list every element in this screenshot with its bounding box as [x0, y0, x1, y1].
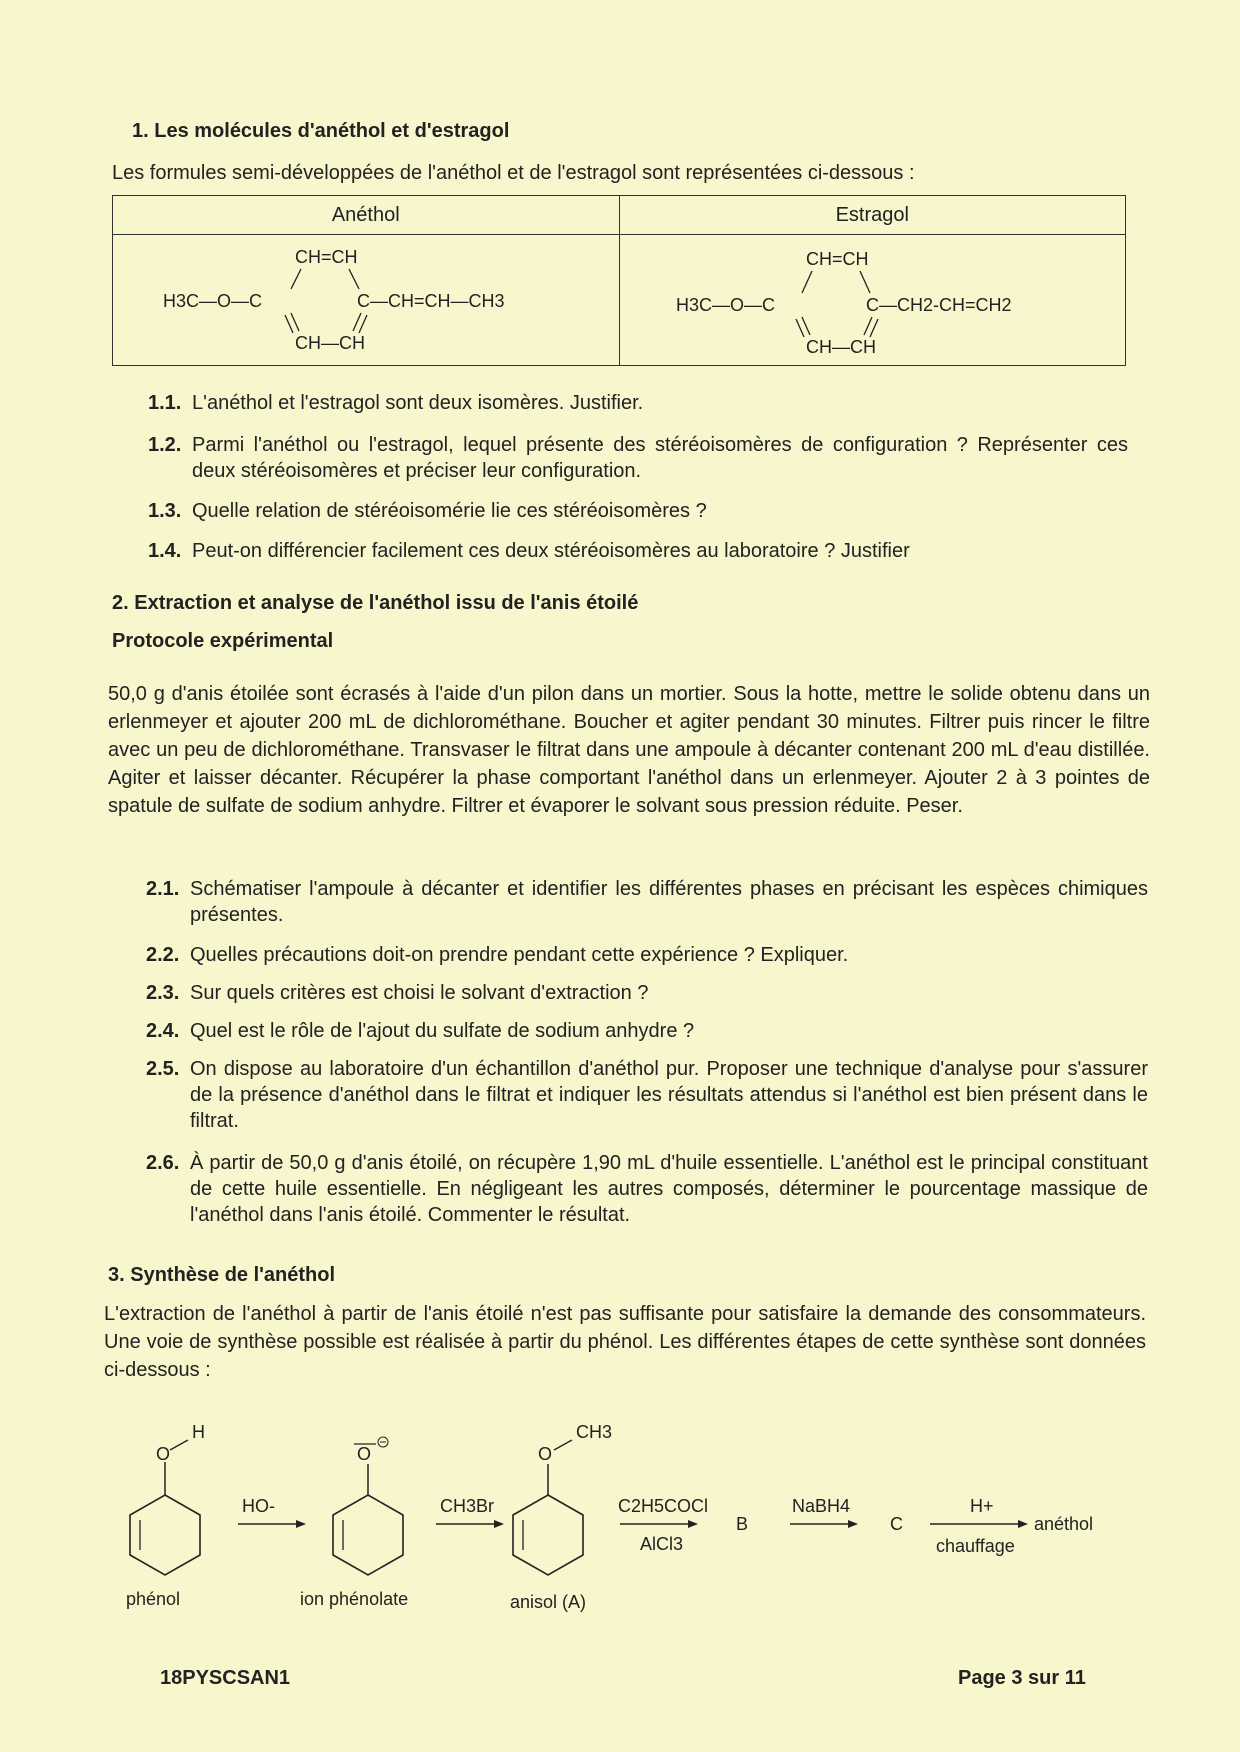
footer-code: 18PYSCSAN1	[160, 1667, 291, 1689]
svg-text:O: O	[357, 1444, 372, 1464]
phenolate-label: ion phénolate	[300, 1589, 409, 1609]
protocol-text: 50,0 g d'anis étoilée sont écrasés à l'aide d'un pilon dans un mortier. Sous la hotte, mettre le solide obtenu dans un erlenmeyer et ajouter 200 mL de dichlorométhane. Boucher et agiter pendant 30 minutes. Filtrer puis rincer le filtre avec un peu de dichlorométhane. Transvaser le filtrat dans une ampoule à décanter contenant 200 mL d'eau distillée. Agiter et laisser décanter. Récupérer la phase comportant l'anéthol dans un erlenmeyer. Ajouter 2 à 3 pointes de spatule de sulfate de sodium anhydre. Filtrer et évaporer le solvant sous pression réduite. Peser.	[108, 683, 1150, 817]
phenol-label: phénol	[126, 1589, 181, 1609]
estragol-top: CH=CH	[805, 249, 869, 269]
question-1-3: 1.3. Quelle relation de stéréoisomérie lie ces stéréoisomères ?	[148, 500, 707, 522]
estragol-right: C—CH2-CH=CH2	[865, 295, 1012, 315]
intermediate-b: B	[736, 1514, 749, 1534]
question-2-5: 2.5. On dispose au laboratoire d'un échantillon d'anéthol pur. Proposer une technique d'analyse pour s'assurer de la présence d'anéthol dans le filtrat et indiquer les résultats attendus si l'anéthol est bien présent dans le filtrat.	[146, 1058, 1148, 1132]
anethol-formula-cell	[113, 235, 620, 366]
anethol-formula	[113, 235, 618, 365]
intermediate-c: C	[890, 1514, 903, 1534]
estragol-bottom: CH—CH	[805, 337, 876, 357]
table-header-anethol: Anéthol	[113, 196, 620, 235]
question-2-4: 2.4. Quel est le rôle de l'ajout du sulfate de sodium anhydre ?	[146, 1020, 695, 1042]
footer-page-number: Page 3 sur 11	[958, 1667, 1086, 1689]
question-1-4: 1.4. Peut-on différencier facilement ces deux stéréoisomères au laboratoire ? Justifier	[148, 540, 910, 562]
svg-text:O: O	[156, 1444, 171, 1464]
estragol-formula-cell	[619, 235, 1126, 366]
question-2-2: 2.2. Quelles précautions doit-on prendre pendant cette expérience ? Expliquer.	[146, 944, 849, 966]
reagent-acyl-chloride: C2H5COCl	[618, 1496, 709, 1516]
molecule-table	[112, 195, 1126, 366]
question-2-3: 2.3. Sur quels critères est choisi le solvant d'extraction ?	[146, 982, 649, 1004]
synthesis-scheme	[100, 1400, 1160, 1630]
phenolate-structure	[300, 1437, 408, 1609]
question-1-1: 1.1. L'anéthol et l'estragol sont deux isomères. Justifier.	[148, 392, 644, 414]
section3-intro: L'extraction de l'anéthol à partir de l'anis étoilé n'est pas suffisante pour satisfaire la demande des consommateurs. Une voie de synthèse possible est réalisée à partir du phénol. Les différentes étapes de cette synthèse sont données ci-dessous :	[104, 1303, 1146, 1381]
question-2-6: 2.6. À partir de 50,0 g d'anis étoilé, on récupère 1,90 mL d'huile essentielle. L'anéthol est le principal constituant de cette huile essentielle. En négligeant les autres composés, déterminer le pourcentage massique de l'anéthol dans l'anis étoilé. Commenter le résultat.	[146, 1152, 1148, 1226]
table-header-estragol: Estragol	[619, 196, 1126, 235]
anethol-top: CH=CH	[295, 247, 358, 267]
estragol-left: H3C—O—C	[675, 295, 775, 315]
phenol-structure	[126, 1422, 205, 1609]
anethol-bottom: CH—CH	[295, 333, 365, 353]
reagent-nabh4: NaBH4	[792, 1496, 851, 1516]
reagent-methyl-bromide: CH3Br	[440, 1496, 495, 1516]
reagent-aluminium-chloride: AlCl3	[640, 1534, 684, 1554]
product-anethol: anéthol	[1034, 1514, 1094, 1534]
anisol-ch3: CH3	[576, 1422, 613, 1442]
anethol-right: C—CH=CH—CH3	[357, 291, 505, 311]
protocol-title: Protocole expérimental	[112, 630, 334, 652]
anisol-structure	[510, 1422, 612, 1612]
reagent-hydroxide: HO-	[242, 1496, 275, 1516]
section1-title: 1. Les molécules d'anéthol et d'estragol	[132, 120, 510, 142]
reagent-acid: H+	[970, 1496, 994, 1516]
svg-text:O: O	[538, 1444, 553, 1464]
section2-title: 2. Extraction et analyse de l'anéthol issu de l'anis étoilé	[112, 592, 639, 614]
question-2-1: 2.1. Schématiser l'ampoule à décanter et identifier les différentes phases en précisant les espèces chimiques présentes.	[146, 878, 1148, 926]
anisol-label: anisol (A)	[510, 1592, 587, 1612]
section1-intro: Les formules semi-développées de l'anéthol et de l'estragol sont représentées ci-dessous :	[112, 162, 915, 184]
anethol-left: H3C—O—C	[163, 291, 263, 311]
estragol-formula	[620, 235, 1125, 365]
condition-heating: chauffage	[936, 1536, 1015, 1556]
section3-title: 3. Synthèse de l'anéthol	[108, 1264, 336, 1286]
phenol-h: H	[192, 1422, 205, 1442]
question-1-2: 1.2. Parmi l'anéthol ou l'estragol, lequel présente des stéréoisomères de configuration ? Représenter ces deux stéréoisomères et préciser leur configuration.	[148, 434, 1128, 482]
